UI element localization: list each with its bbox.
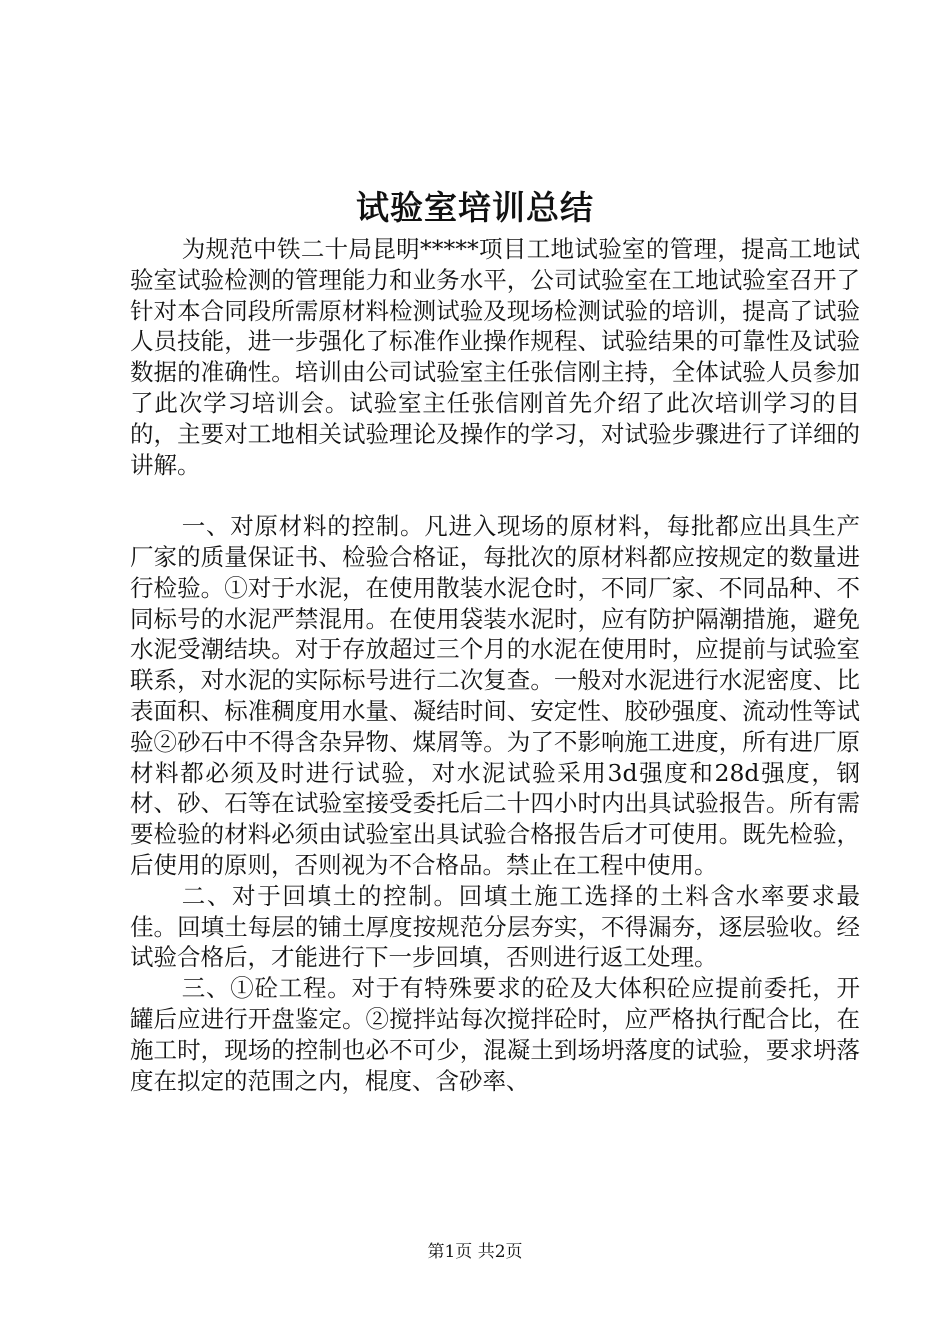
paragraph-concrete: 三、①砼工程。对于有特殊要求的砼及大体积砼应提前委托，开罐后应进行开盘鉴定。②搅拌站每次搅拌砼时，应严格执行配合比，在施工时，现场的控制也必不可少，混凝土到场坍落度的试验，要求坍落度在拟定的范围之内，棍度、含砂率、 (130, 974, 860, 1095)
document-body (130, 234, 860, 1096)
paragraph-backfill-soil: 二、对于回填土的控制。回填土施工选择的土料含水率要求最佳。回填土每层的铺土厚度按规范分层夯实，不得漏夯，逐层验收。经试验合格后，才能进行下一步回填，否则进行返工处理。 (130, 881, 860, 972)
paragraph-raw-materials: 一、对原材料的控制。凡进入现场的原材料，每批都应出具生产厂家的质量保证书、检验合格证，每批次的原材料都应按规定的数量进行检验。①对于水泥，在使用散装水泥仓时，不同厂家、不同品种、不同标号的水泥严禁混用。在使用袋装水泥时，应有防护隔潮措施，避免水泥受潮结块。对于存放超过三个月的水泥在使用时，应提前与试验室联系，对水泥的实际标号进行二次复查。一般对水泥进行水泥密度、比表面积、标准稠度用水量、凝结时间、安定性、胶砂强度、流动性等试验②砂石中不得含杂异物、煤屑等。为了不影响施工进度，所有进厂原材料都必须及时进行试验，对水泥试验采用3d强度和28d强度，钢材、砂、石等在试验室接受委托后二十四小时内出具试验报告。所有需要检验的材料必须由试验室出具试验合格报告后才可使用。既先检验，后使用的原则，否则视为不合格品。禁止在工程中使用。 (130, 512, 860, 879)
document-title: 试验室培训总结 (356, 188, 594, 227)
paragraph-intro: 为规范中铁二十局昆明*****项目工地试验室的管理，提高工地试验室试验检测的管理能力和业务水平，公司试验室在工地试验室召开了针对本合同段所需原材料检测试验及现场检测试验的培训，提高了试验人员技能，进一步强化了标准作业操作规程、试验结果的可靠性及试验数据的准确性。培训由公司试验室主任张信刚主持，全体试验人员参加了此次学习培训会。试验室主任张信刚首先介绍了此次培训学习的目的，主要对工地相关试验理论及操作的学习，对试验步骤进行了详细的讲解。 (130, 235, 860, 479)
page-footer: 第1页 共2页 (427, 1242, 523, 1262)
